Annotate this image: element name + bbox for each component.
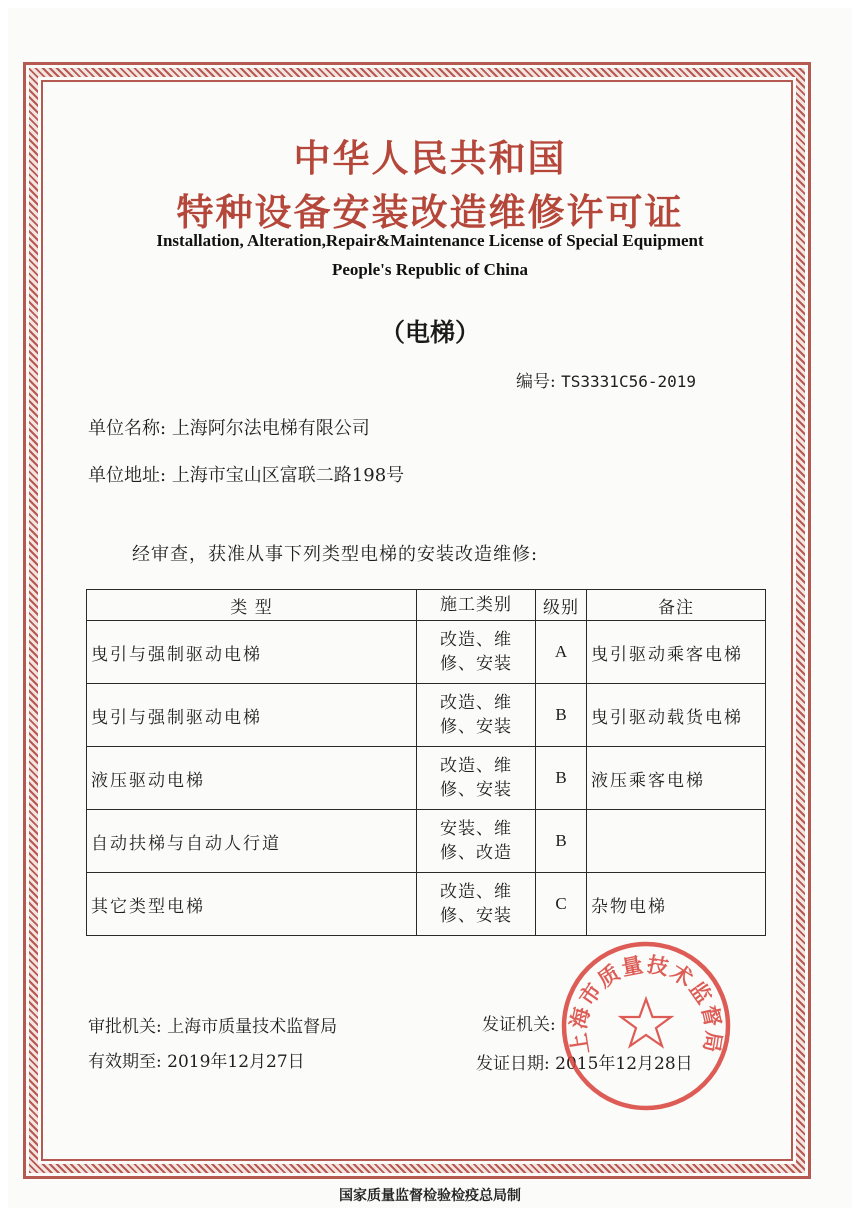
cell-remarks: 杂物电梯 xyxy=(587,873,766,936)
issuing-authority-label: 发证机关: xyxy=(482,1015,556,1035)
cell-work-line-1: 改造、维 xyxy=(440,693,512,713)
unit-address-label: 单位地址: xyxy=(88,465,167,486)
cell-work-line-1: 改造、维 xyxy=(440,630,512,650)
cell-work xyxy=(417,873,536,936)
approval-authority-label: 审批机关: xyxy=(88,1017,162,1037)
scope-table xyxy=(86,589,766,936)
cell-type: 液压驱动电梯 xyxy=(87,747,417,810)
table-row xyxy=(87,684,766,747)
cell-work-line-1: 改造、维 xyxy=(440,882,512,902)
license-number-value: TS3331C56-2019 xyxy=(561,372,696,391)
cell-remarks: 液压乘客电梯 xyxy=(587,747,766,810)
approval-authority-row xyxy=(88,1012,337,1037)
cell-work-line-2: 修、安装 xyxy=(440,717,512,737)
seal-text: 上海市质量技术监督局 xyxy=(566,952,726,1056)
issue-date-value: 2015年12月28日 xyxy=(555,1054,693,1074)
table-row xyxy=(87,810,766,873)
approval-statement: 经审查，获准从事下列类型电梯的安装改造维修: xyxy=(132,544,539,565)
approval-authority-value: 上海市质量技术监督局 xyxy=(167,1017,338,1037)
table-header-row xyxy=(87,590,766,621)
cell-work-line-1: 安装、维 xyxy=(440,819,512,839)
table-row xyxy=(87,747,766,810)
license-number xyxy=(516,367,696,392)
cell-type: 自动扶梯与自动人行道 xyxy=(87,810,417,873)
cell-work xyxy=(417,747,536,810)
cell-level: B xyxy=(536,684,587,747)
cell-work-line-1: 改造、维 xyxy=(440,756,512,776)
cell-level: B xyxy=(536,747,587,810)
header-type: 类 型 xyxy=(87,590,417,621)
cell-type: 曳引与强制驱动电梯 xyxy=(87,684,417,747)
publisher-imprint: 国家质量监督检验检疫总局制 xyxy=(339,1188,521,1204)
unit-address-row xyxy=(88,461,404,487)
unit-address-value: 上海市宝山区富联二路198号 xyxy=(171,465,405,486)
cell-work-line-2: 修、改造 xyxy=(440,843,512,863)
cell-remarks: 曳引驱动乘客电梯 xyxy=(587,621,766,684)
table-row xyxy=(87,621,766,684)
cell-level: C xyxy=(536,873,587,936)
issuing-authority-row xyxy=(482,1010,556,1035)
cell-work-line-2: 修、安装 xyxy=(440,780,512,800)
issue-date-label: 发证日期: xyxy=(476,1054,550,1074)
cell-level: B xyxy=(536,810,587,873)
unit-name-label: 单位名称: xyxy=(88,418,167,439)
table-row xyxy=(87,873,766,936)
title-license: 特种设备安装改造维修许可证 xyxy=(176,191,684,234)
title-country: 中华人民共和国 xyxy=(293,137,567,180)
license-number-label: 编号: xyxy=(516,372,556,392)
valid-until-row xyxy=(88,1047,305,1072)
cell-remarks xyxy=(587,810,766,873)
valid-until-value: 2019年12月27日 xyxy=(167,1052,305,1072)
cell-work xyxy=(417,684,536,747)
cell-type: 曳引与强制驱动电梯 xyxy=(87,621,417,684)
cell-work xyxy=(417,810,536,873)
header-work-category: 施工类别 xyxy=(417,590,536,621)
cell-level: A xyxy=(536,621,587,684)
license-category: （电梯） xyxy=(379,318,480,347)
cell-work-line-2: 修、安装 xyxy=(440,906,512,926)
unit-name-row xyxy=(88,414,370,440)
unit-name-value: 上海阿尔法电梯有限公司 xyxy=(171,418,370,439)
header-level: 级别 xyxy=(536,590,587,621)
cell-remarks: 曳引驱动载货电梯 xyxy=(587,684,766,747)
title-english: Installation, Alteration,Repair&Maintenance License of Special Equipment xyxy=(156,231,704,250)
title-english-country: People's Republic of China xyxy=(332,260,528,279)
header-remarks: 备注 xyxy=(587,590,766,621)
official-seal-icon xyxy=(559,939,733,1113)
cell-work xyxy=(417,621,536,684)
valid-until-label: 有效期至: xyxy=(88,1052,162,1072)
cell-work-line-2: 修、安装 xyxy=(440,654,512,674)
cell-type: 其它类型电梯 xyxy=(87,873,417,936)
